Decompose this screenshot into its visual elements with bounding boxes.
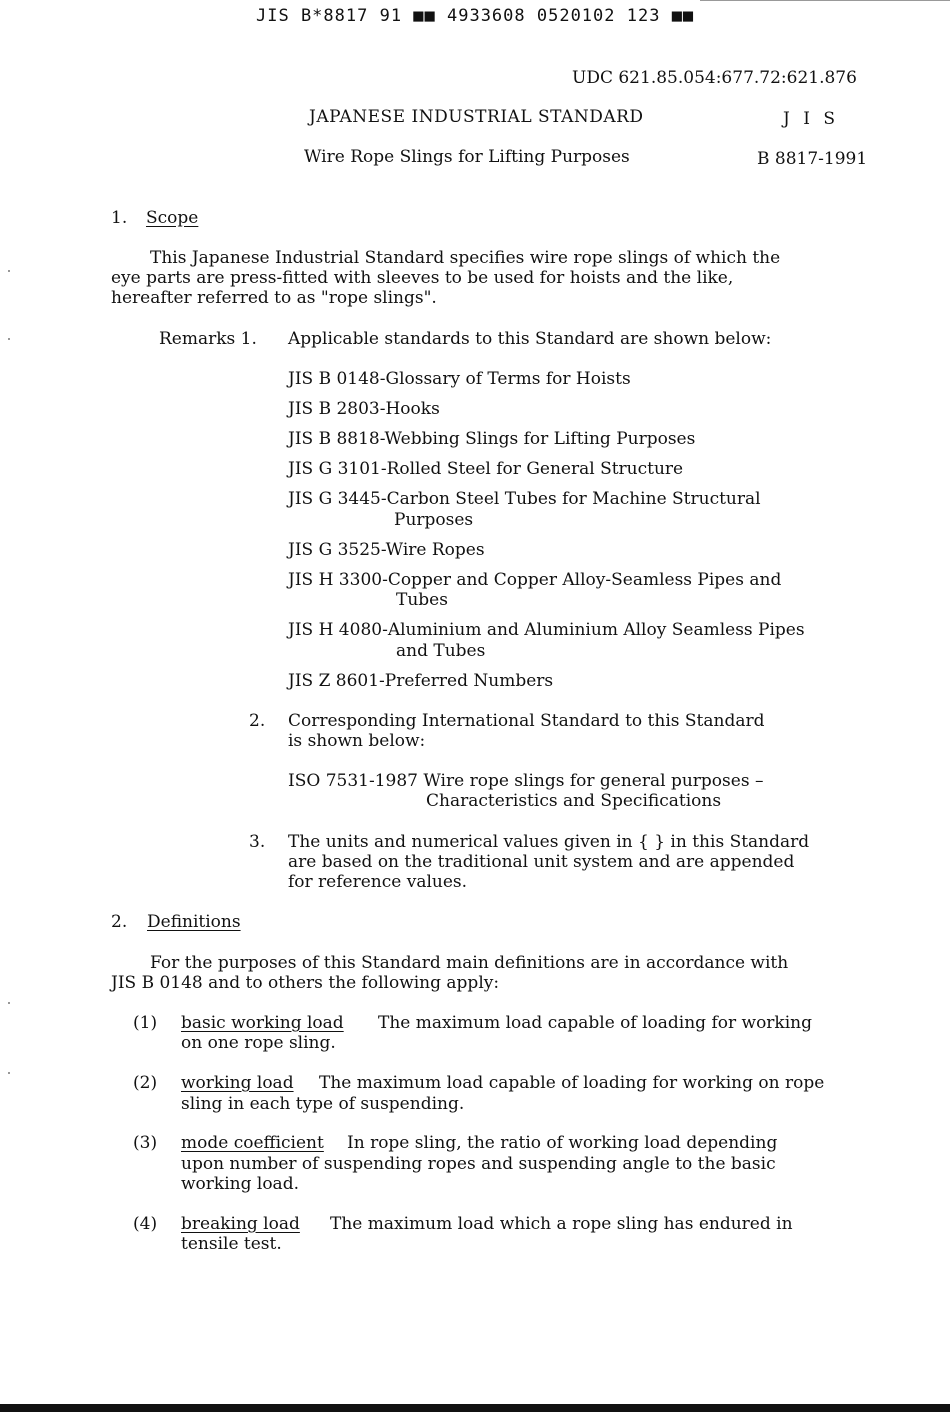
definition-text-line-2: tensile test. bbox=[181, 1234, 282, 1254]
standard-item: JIS H 3300-Copper and Copper Alloy-Seamless Pipes and bbox=[288, 570, 782, 590]
header-code: JIS B*8817 91 ■■ 4933608 0520102 123 ■■ bbox=[256, 6, 695, 26]
standard-item: JIS G 3525-Wire Ropes bbox=[288, 540, 485, 560]
standard-item: JIS G 3101-Rolled Steel for General Structure bbox=[288, 459, 684, 479]
section-2-heading: Definitions bbox=[147, 912, 241, 932]
standard-item-continuation: Purposes bbox=[394, 510, 474, 530]
definition-text-line-1: In rope sling, the ratio of working load depending bbox=[347, 1133, 778, 1153]
section-2-number: 2. bbox=[111, 912, 128, 932]
jis-label: J I S bbox=[783, 109, 839, 129]
section-1-number: 1. bbox=[111, 208, 128, 228]
remark-3-line-3: for reference values. bbox=[288, 872, 468, 892]
top-rule bbox=[700, 0, 950, 1]
definition-text-line-1: The maximum load which a rope sling has endured in bbox=[330, 1214, 793, 1234]
definition-text-line-1: The maximum load capable of loading for working on rope bbox=[319, 1073, 825, 1093]
definition-number: (4) bbox=[133, 1214, 158, 1234]
standard-item: JIS H 4080-Aluminium and Aluminium Alloy Seamless Pipes bbox=[288, 620, 805, 640]
remark-2-line-1: Corresponding International Standard to this Standard bbox=[288, 711, 765, 731]
scan-speck bbox=[8, 270, 10, 272]
scan-speck bbox=[8, 1072, 10, 1074]
definition-number: (2) bbox=[133, 1073, 158, 1093]
udc-number: UDC 621.85.054:677.72:621.876 bbox=[572, 68, 857, 88]
iso-reference-line-2: Characteristics and Specifications bbox=[426, 791, 722, 811]
definition-term: basic working load bbox=[181, 1013, 344, 1033]
standard-item: JIS G 3445-Carbon Steel Tubes for Machine Structural bbox=[288, 489, 761, 509]
iso-reference-line-1: ISO 7531-1987 Wire rope slings for general purposes – bbox=[288, 771, 764, 791]
remark-2-number: 2. bbox=[249, 711, 266, 731]
scope-para-line-3: hereafter referred to as "rope slings". bbox=[111, 288, 437, 308]
definition-text-line-3: working load. bbox=[181, 1174, 299, 1194]
definition-term: breaking load bbox=[181, 1214, 300, 1234]
definitions-intro-line-2: JIS B 0148 and to others the following apply: bbox=[111, 973, 500, 993]
remark-3-line-2: are based on the traditional unit system and are appended bbox=[288, 852, 795, 872]
definition-term: mode coefficient bbox=[181, 1133, 324, 1153]
remark-2-line-2: is shown below: bbox=[288, 731, 426, 751]
standard-item: JIS Z 8601-Preferred Numbers bbox=[288, 671, 554, 691]
remark-3-line-1: The units and numerical values given in { } in this Standard bbox=[288, 832, 810, 852]
definition-number: (1) bbox=[133, 1013, 158, 1033]
standard-title: JAPANESE INDUSTRIAL STANDARD bbox=[309, 107, 644, 127]
document-number: B 8817-1991 bbox=[757, 149, 868, 169]
definition-text-line-1: The maximum load capable of loading for working bbox=[378, 1013, 813, 1033]
standard-item-continuation: Tubes bbox=[396, 590, 448, 610]
scope-para-line-2: eye parts are press-fitted with sleeves to be used for hoists and the like, bbox=[111, 268, 734, 288]
scan-speck bbox=[8, 1002, 10, 1004]
standard-item: JIS B 8818-Webbing Slings for Lifting Purposes bbox=[288, 429, 696, 449]
remark-1-text: Applicable standards to this Standard are shown below: bbox=[288, 329, 772, 349]
definition-number: (3) bbox=[133, 1133, 158, 1153]
definition-text-line-2: upon number of suspending ropes and suspending angle to the basic bbox=[181, 1154, 776, 1174]
standard-item-continuation: and Tubes bbox=[396, 641, 486, 661]
scope-para-line-1: This Japanese Industrial Standard specifies wire rope slings of which the bbox=[150, 248, 781, 268]
remarks-label: Remarks 1. bbox=[159, 329, 257, 349]
standard-item: JIS B 0148-Glossary of Terms for Hoists bbox=[288, 369, 631, 389]
scan-bottom-edge bbox=[0, 1404, 950, 1412]
standard-item: JIS B 2803-Hooks bbox=[288, 399, 440, 419]
remark-3-number: 3. bbox=[249, 832, 266, 852]
definition-text-line-2: on one rope sling. bbox=[181, 1033, 336, 1053]
definition-term: working load bbox=[181, 1073, 294, 1093]
scan-speck bbox=[8, 338, 10, 340]
document-title: Wire Rope Slings for Lifting Purposes bbox=[304, 147, 630, 167]
section-1-heading: Scope bbox=[146, 208, 199, 228]
definition-text-line-2: sling in each type of suspending. bbox=[181, 1094, 465, 1114]
definitions-intro-line-1: For the purposes of this Standard main definitions are in accordance with bbox=[150, 953, 789, 973]
